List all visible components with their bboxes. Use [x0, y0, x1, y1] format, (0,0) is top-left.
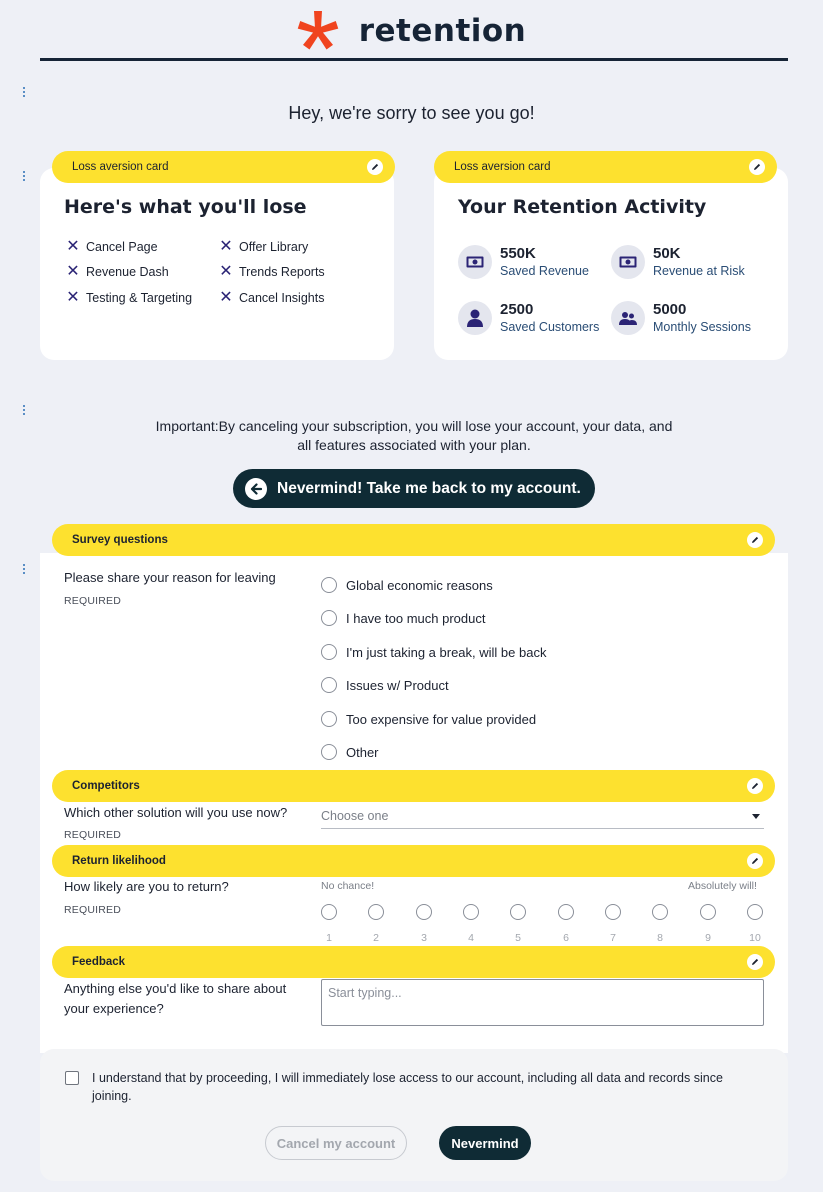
logo: [0, 8, 823, 54]
feedback-textarea[interactable]: Start typing...: [321, 979, 764, 1026]
lost-feature-item: ✕ Offer Library: [219, 238, 309, 255]
likelihood-radio-4[interactable]: [463, 904, 479, 920]
stat-monthly-sessions: 5000 Monthly Sessions: [611, 301, 751, 335]
cancel-account-button[interactable]: Cancel my account: [265, 1126, 407, 1160]
likelihood-radio-2[interactable]: [368, 904, 384, 920]
loss-aversion-card-features: [40, 168, 394, 360]
likelihood-radio-1[interactable]: [321, 904, 337, 920]
likelihood-radio-8[interactable]: [652, 904, 668, 920]
reason-option[interactable]: Global economic reasons: [321, 577, 493, 593]
required-label: REQUIRED: [64, 829, 122, 841]
group-icon: [611, 301, 645, 335]
brand-name: retention: [358, 13, 527, 49]
competitor-question: Which other solution will you use now?: [64, 805, 288, 820]
lost-feature-item: ✕ Testing & Targeting: [66, 289, 193, 306]
scale-number: 4: [468, 932, 474, 944]
lost-feature-item: ✕ Trends Reports: [219, 263, 325, 280]
radio-button[interactable]: [321, 644, 337, 660]
likelihood-radio-5[interactable]: [510, 904, 526, 920]
person-icon: [458, 301, 492, 335]
likelihood-radio-6[interactable]: [558, 904, 574, 920]
loss-aversion-card-activity: [434, 168, 788, 360]
reason-option[interactable]: I'm just taking a break, will be back: [321, 644, 546, 660]
competitor-select[interactable]: Choose one: [321, 806, 764, 829]
radio-button[interactable]: [321, 744, 337, 760]
lost-feature-item: ✕ Cancel Page: [66, 238, 158, 255]
important-notice: Important:By canceling your subscription, you will lose your account, your data, and all features associated with your plan.: [155, 418, 673, 453]
scale-number: 9: [705, 932, 711, 944]
consent-checkbox[interactable]: [65, 1071, 79, 1085]
likelihood-radio-9[interactable]: [700, 904, 716, 920]
reason-option[interactable]: Too expensive for value provided: [321, 711, 536, 727]
required-label: REQUIRED: [64, 904, 122, 916]
nevermind-back-button[interactable]: Nevermind! Take me back to my account.: [233, 469, 595, 508]
x-icon: ✕: [66, 289, 80, 306]
stat-revenue-at-risk: 50K Revenue at Risk: [611, 245, 745, 279]
block-tag-loss-aversion[interactable]: Loss aversion card: [434, 151, 777, 183]
kebab-menu-icon[interactable]: [17, 403, 31, 417]
block-tag-return-likelihood[interactable]: Return likelihood: [52, 845, 775, 877]
scale-high-label: Absolutely will!: [688, 880, 757, 892]
header-divider: [40, 58, 788, 61]
likelihood-radio-10[interactable]: [747, 904, 763, 920]
edit-pencil-icon[interactable]: [747, 954, 763, 970]
block-tag-feedback[interactable]: Feedback: [52, 946, 775, 978]
edit-pencil-icon[interactable]: [367, 159, 383, 175]
farewell-heading: Hey, we're sorry to see you go!: [288, 103, 535, 123]
block-tag-loss-aversion[interactable]: Loss aversion card: [52, 151, 395, 183]
scale-number: 5: [515, 932, 521, 944]
block-tag-competitors[interactable]: Competitors: [52, 770, 775, 802]
x-icon: ✕: [219, 289, 233, 306]
nevermind-button[interactable]: Nevermind: [439, 1126, 531, 1160]
scale-number: 6: [563, 932, 569, 944]
required-label: REQUIRED: [64, 595, 122, 607]
card-title: Your Retention Activity: [458, 196, 707, 218]
kebab-menu-icon[interactable]: [17, 169, 31, 183]
scale-low-label: No chance!: [321, 880, 375, 892]
scale-number: 2: [373, 932, 379, 944]
x-icon: ✕: [219, 263, 233, 280]
scale-number: 3: [421, 932, 427, 944]
stat-saved-customers: 2500 Saved Customers: [458, 301, 599, 335]
card-title: Here's what you'll lose: [64, 196, 307, 218]
likelihood-radio-7[interactable]: [605, 904, 621, 920]
consent-text: I understand that by proceeding, I will immediately lose access to our account, including all data and records since joining.: [92, 1071, 723, 1103]
edit-pencil-icon[interactable]: [747, 778, 763, 794]
kebab-menu-icon[interactable]: [17, 562, 31, 576]
edit-pencil-icon[interactable]: [749, 159, 765, 175]
lost-feature-item: ✕ Cancel Insights: [219, 289, 325, 306]
feedback-question: Anything else you'd like to share about your experience?: [64, 981, 287, 1016]
x-icon: ✕: [66, 263, 80, 280]
x-icon: ✕: [66, 238, 80, 255]
chevron-down-icon: [752, 814, 760, 819]
likelihood-radio-3[interactable]: [416, 904, 432, 920]
scale-number: 10: [749, 932, 761, 944]
reason-question: Please share your reason for leaving: [64, 570, 276, 585]
arrow-left-icon: [245, 478, 267, 500]
reason-option[interactable]: Issues w/ Product: [321, 677, 449, 693]
radio-button[interactable]: [321, 711, 337, 727]
radio-button[interactable]: [321, 577, 337, 593]
kebab-menu-icon[interactable]: [17, 85, 31, 99]
radio-button[interactable]: [321, 677, 337, 693]
reason-option[interactable]: Other: [321, 744, 379, 760]
scale-number: 1: [326, 932, 332, 944]
return-question: How likely are you to return?: [64, 879, 229, 894]
edit-pencil-icon[interactable]: [747, 532, 763, 548]
stat-saved-revenue: 550K Saved Revenue: [458, 245, 589, 279]
block-tag-survey[interactable]: Survey questions: [52, 524, 775, 556]
radio-button[interactable]: [321, 610, 337, 626]
lost-feature-item: ✕ Revenue Dash: [66, 263, 169, 280]
scale-number: 8: [657, 932, 663, 944]
edit-pencil-icon[interactable]: [747, 853, 763, 869]
scale-number: 7: [610, 932, 616, 944]
reason-option[interactable]: I have too much product: [321, 610, 485, 626]
money-icon: [611, 245, 645, 279]
money-icon: [458, 245, 492, 279]
x-icon: ✕: [219, 238, 233, 255]
asterisk-logo-icon: [297, 10, 339, 52]
